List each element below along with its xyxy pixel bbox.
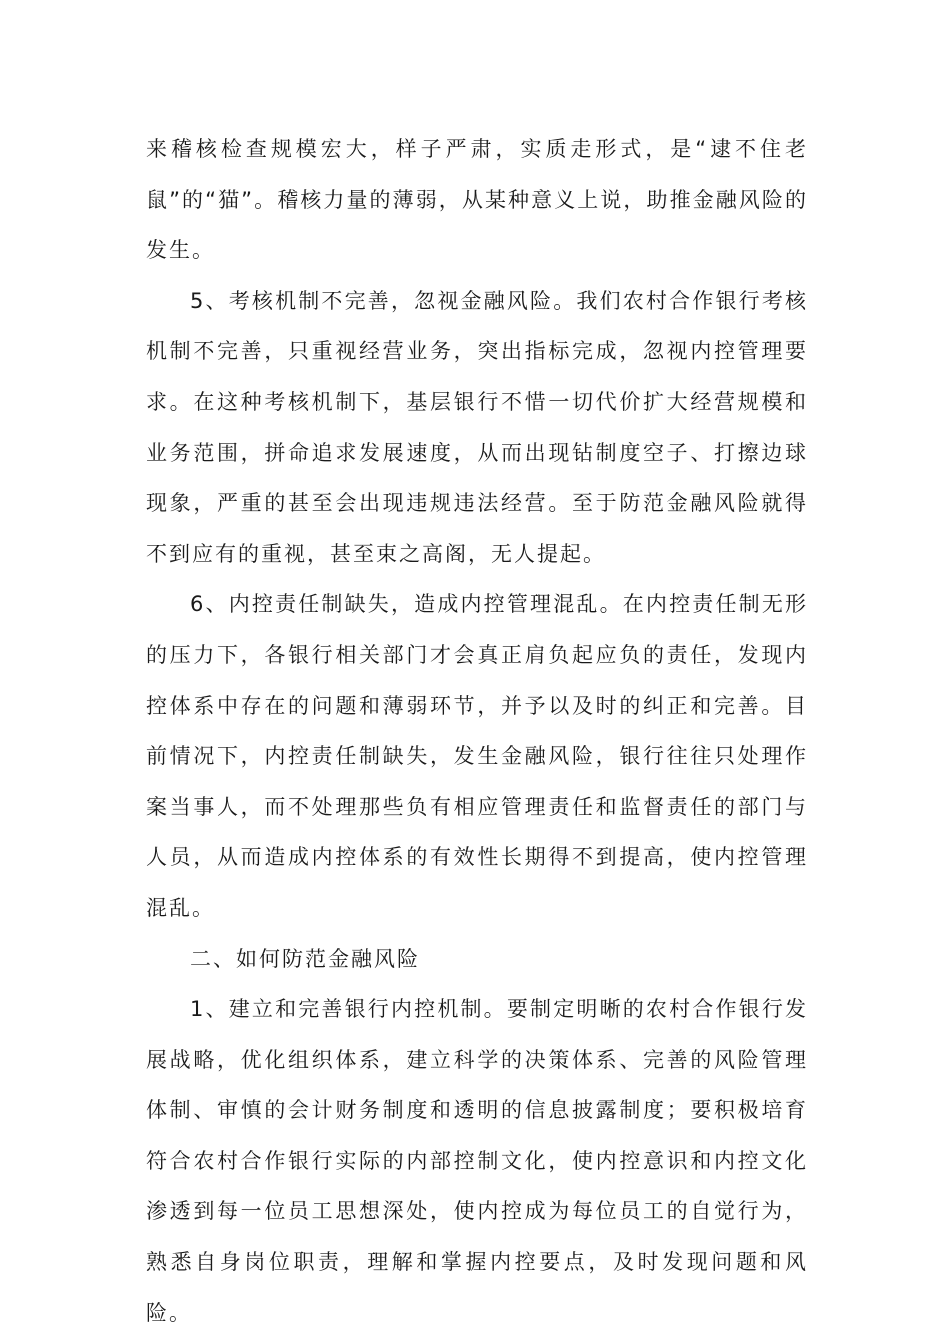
- document-body: [146, 124, 808, 1338]
- paragraph-item-1: 1、建立和完善银行内控机制。要制定明晰的农村合作银行发展战略，优化组织体系，建立科学的决策体系、完善的风险管理体制、审慎的会计财务制度和透明的信息披露制度；要积极培育符合农村合作银行实际的内部控制文化，使内控意识和内控文化渗透到每一位员工思想深处，使内控成为每位员工的自觉行为，熟悉自身岗位职责，理解和掌握内控要点，及时发现问题和风险。: [146, 997, 808, 1325]
- paragraph-continuation: 来稽核检查规模宏大，样子严肃，实质走形式，是“逮不住老鼠”的“猫”。稽核力量的薄弱，从某种意义上说，助推金融风险的发生。: [146, 137, 808, 263]
- paragraph-item-5: 5、考核机制不完善，忽视金融风险。我们农村合作银行考核机制不完善，只重视经营业务，突出指标完成，忽视内控管理要求。在这种考核机制下，基层银行不惜一切代价扩大经营规模和业务范围，拼命追求发展速度，从而出现钻制度空子、打擦边球现象，严重的甚至会出现违规违法经营。至于防范金融风险就得不到应有的重视，甚至束之高阁，无人提起。: [146, 288, 808, 566]
- paragraph-item-6: 6、内控责任制缺失，造成内控管理混乱。在内控责任制无形的压力下，各银行相关部门才会真正肩负起应负的责任，发现内控体系中存在的问题和薄弱环节，并予以及时的纠正和完善。目前情况下，内控责任制缺失，发生金融风险，银行往往只处理作案当事人，而不处理那些负有相应管理责任和监督责任的部门与人员，从而造成内控体系的有效性长期得不到提高，使内控管理混乱。: [146, 592, 808, 920]
- section-heading: 二、如何防范金融风险: [190, 946, 420, 971]
